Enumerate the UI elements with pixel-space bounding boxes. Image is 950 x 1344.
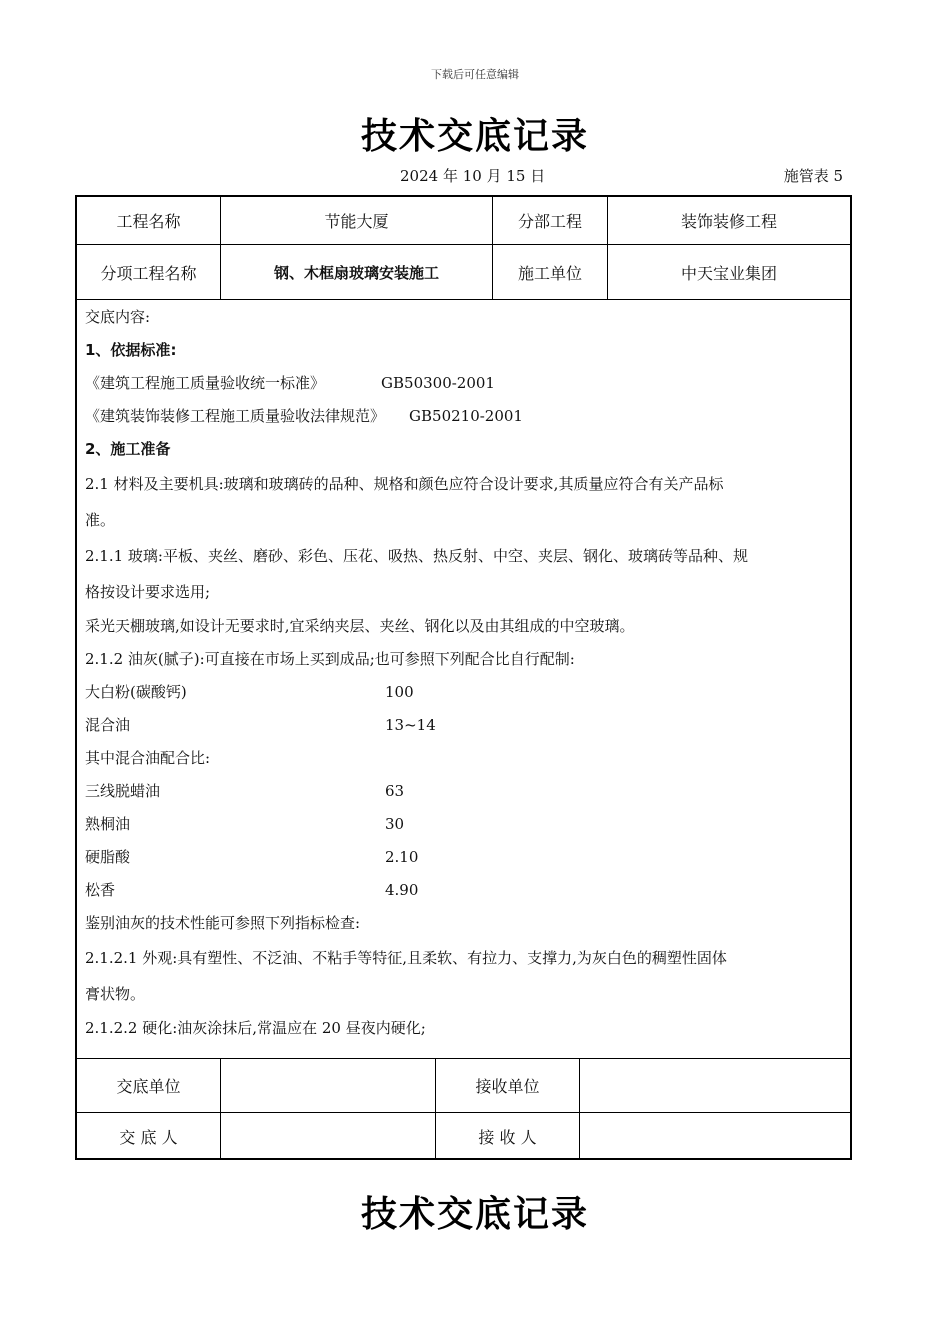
- form-number: 施管表 5: [783, 167, 843, 185]
- receiver-unit-label: 接收单位: [475, 1077, 540, 1096]
- project-name-value: 节能大厦: [324, 212, 389, 231]
- oil-name: 硬脂酸: [85, 848, 131, 866]
- paragraph-2-1-1: 2.1.1 玻璃:平板、夹丝、磨砂、彩色、压花、吸热、热反射、中空、夹层、钢化、玻璃砖等品种、规: [85, 547, 748, 565]
- mix-oil-title: 其中混合油配合比:: [85, 749, 211, 767]
- issuer-label: 交 底 人: [119, 1128, 178, 1147]
- reference-1: [85, 367, 845, 400]
- paragraph-2-1: 2.1 材料及主要机具:玻璃和玻璃砖的品种、规格和颜色应符合设计要求,其质量应符合有关产品标: [85, 475, 724, 493]
- paragraph-skylight: 采光天棚玻璃,如设计无要求时,宜采纳夹层、夹丝、钢化以及由其组成的中空玻璃。: [85, 617, 635, 635]
- mix-name: 混合油: [85, 716, 131, 734]
- oil-value: 2.10: [385, 848, 419, 866]
- receiver-unit-field[interactable]: [580, 1059, 850, 1112]
- reference-2-name: 《建筑装饰装修工程施工质量验收法律规范》: [85, 407, 386, 425]
- paragraph-2-1-1-cont: 格按设计要求选用;: [85, 583, 211, 601]
- receiver-label: 接 收 人: [478, 1128, 537, 1147]
- mix-row: [85, 676, 845, 709]
- division-label: 分部工程: [517, 212, 582, 231]
- document-title-next-page: 技术交底记录: [360, 1194, 589, 1235]
- issuer-unit-field[interactable]: [221, 1059, 435, 1112]
- oil-row: [85, 874, 845, 907]
- disclosure-form: [75, 195, 852, 1160]
- download-note: 下载后可任意编辑: [431, 68, 519, 81]
- oil-row: [85, 808, 845, 841]
- paragraph-2-1-2-1: 2.1.2.1 外观:具有塑性、不泛油、不粘手等特征,且柔软、有拉力、支撑力,为灰白色的稠塑性固体: [85, 949, 727, 967]
- issuer-field[interactable]: [221, 1113, 435, 1160]
- reference-1-name: 《建筑工程施工质量验收统一标准》: [85, 374, 326, 392]
- contractor-value: 中天宝业集团: [680, 263, 777, 283]
- paragraph-2-1-2: 2.1.2 油灰(腻子):可直接在市场上买到成品;也可参照下列配合比自行配制:: [85, 650, 575, 668]
- division-value: 装饰装修工程: [680, 212, 777, 231]
- reference-2-code: GB50210-2001: [409, 407, 523, 425]
- disclosure-content: [85, 301, 845, 1045]
- reference-1-code: GB50300-2001: [381, 374, 495, 392]
- project-name-label: 工程名称: [116, 212, 181, 231]
- row-divider: [77, 299, 850, 300]
- oil-name: 三线脱蜡油: [85, 782, 161, 800]
- paragraph-2-1-2-1-cont: 膏状物。: [85, 985, 146, 1003]
- mix-value: 13~14: [385, 716, 436, 734]
- reference-2: [85, 400, 845, 433]
- document-title: 技术交底记录: [360, 116, 589, 157]
- receiver-field[interactable]: [580, 1113, 850, 1160]
- oil-value: 30: [385, 815, 405, 833]
- oil-value: 4.90: [385, 881, 419, 899]
- date: 2024 年 10 月 15 日: [400, 167, 546, 185]
- paragraph-2-1-cont: 准。: [85, 511, 116, 529]
- mix-name: 大白粉(碳酸钙): [85, 683, 187, 701]
- oil-value: 63: [385, 782, 405, 800]
- oil-row: [85, 775, 845, 808]
- paragraph-2-1-2-2: 2.1.2.2 硬化:油灰涂抹后,常温应在 20 昼夜内硬化;: [85, 1019, 426, 1037]
- subitem-value: 钢、木框扇玻璃安装施工: [273, 263, 439, 282]
- check-title: 鉴别油灰的技术性能可参照下列指标检查:: [85, 914, 361, 932]
- issuer-unit-label: 交底单位: [116, 1077, 181, 1096]
- oil-row: [85, 841, 845, 874]
- mix-value: 100: [385, 683, 414, 701]
- subitem-label: 分项工程名称: [100, 263, 197, 283]
- content-intro: 交底内容:: [85, 308, 151, 326]
- oil-name: 松香: [85, 881, 116, 899]
- section-2-heading: 2、施工准备: [85, 440, 171, 458]
- contractor-label: 施工单位: [517, 263, 582, 283]
- section-1-heading: 1、依据标准:: [85, 341, 177, 359]
- mix-row: [85, 709, 845, 742]
- oil-name: 熟桐油: [85, 815, 131, 833]
